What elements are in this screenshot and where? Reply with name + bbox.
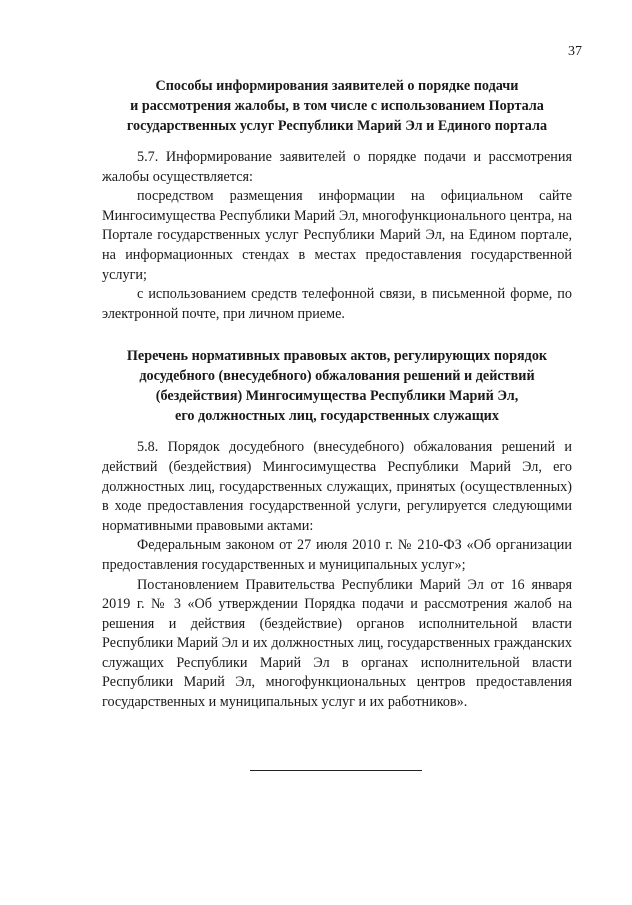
document-body (102, 76, 572, 713)
heading-line: его должностных лиц, государственных служащих (175, 408, 499, 425)
section-heading-informing (102, 76, 572, 136)
heading-line: и рассмотрения жалобы, в том числе с использованием Портала (130, 98, 544, 114)
page-number: 37 (568, 44, 582, 59)
paragraph-federal-law: Федеральным законом от 27 июля 2010 г. № 210-ФЗ «Об организации предоставления государственных и муниципальных услуг»; (102, 537, 572, 573)
end-divider-line (250, 770, 422, 771)
spacer (102, 136, 572, 148)
paragraph-5-8: 5.8. Порядок досудебного (внесудебного) обжалования решений и действий (бездействия) Мингосимущества Республики Марий Эл, его должностных лиц, государственных служащих, принятых (осуществленных) в ходе предоставления государственной услуги, регулируется следующими нормативными правовыми актами: (102, 439, 572, 534)
paragraph-website-info: посредством размещения информации на официальном сайте Мингосимущества Республики Марий Эл, многофункционального центра, на Портале государственных услуг Республики Марий Эл, на Едином портале, на информационных стендах в местах предоставления государственной услуги; (102, 188, 572, 283)
section-heading-legal-acts (102, 346, 572, 426)
heading-line: (бездействия) Мингосимущества Республики Марий Эл, (155, 388, 519, 405)
paragraph-phone-info: с использованием средств телефонной связи, в письменной форме, по электронной почте, при личном приеме. (102, 286, 572, 322)
heading-line: Способы информирования заявителей о порядке подачи (155, 78, 519, 94)
heading-line: государственных услуг Республики Марий Эл и Единого портала (126, 118, 548, 134)
heading-line: досудебного (внесудебного) обжалования решений и действий (139, 368, 535, 385)
paragraph-government-decree: Постановлением Правительства Республики Марий Эл от 16 января 2019 г. № 3 «Об утверждении Порядка подачи и рассмотрения жалоб на решения и действия (бездействие) органов исполнительной власти Республики Марий Эл и их должностных лиц, государственных гражданских служащих Республики Марий Эл в органах исполнительной власти Республики Марий Эл, многофункциональных центров предоставления государственных и муниципальных услуг и их работников». (102, 576, 572, 711)
heading-line: Перечень нормативных правовых актов, регулирующих порядок (126, 348, 548, 365)
spacer (102, 426, 572, 438)
paragraph-5-7: 5.7. Информирование заявителей о порядке подачи и рассмотрения жалобы осуществляется: (102, 149, 572, 185)
spacer (102, 324, 572, 346)
